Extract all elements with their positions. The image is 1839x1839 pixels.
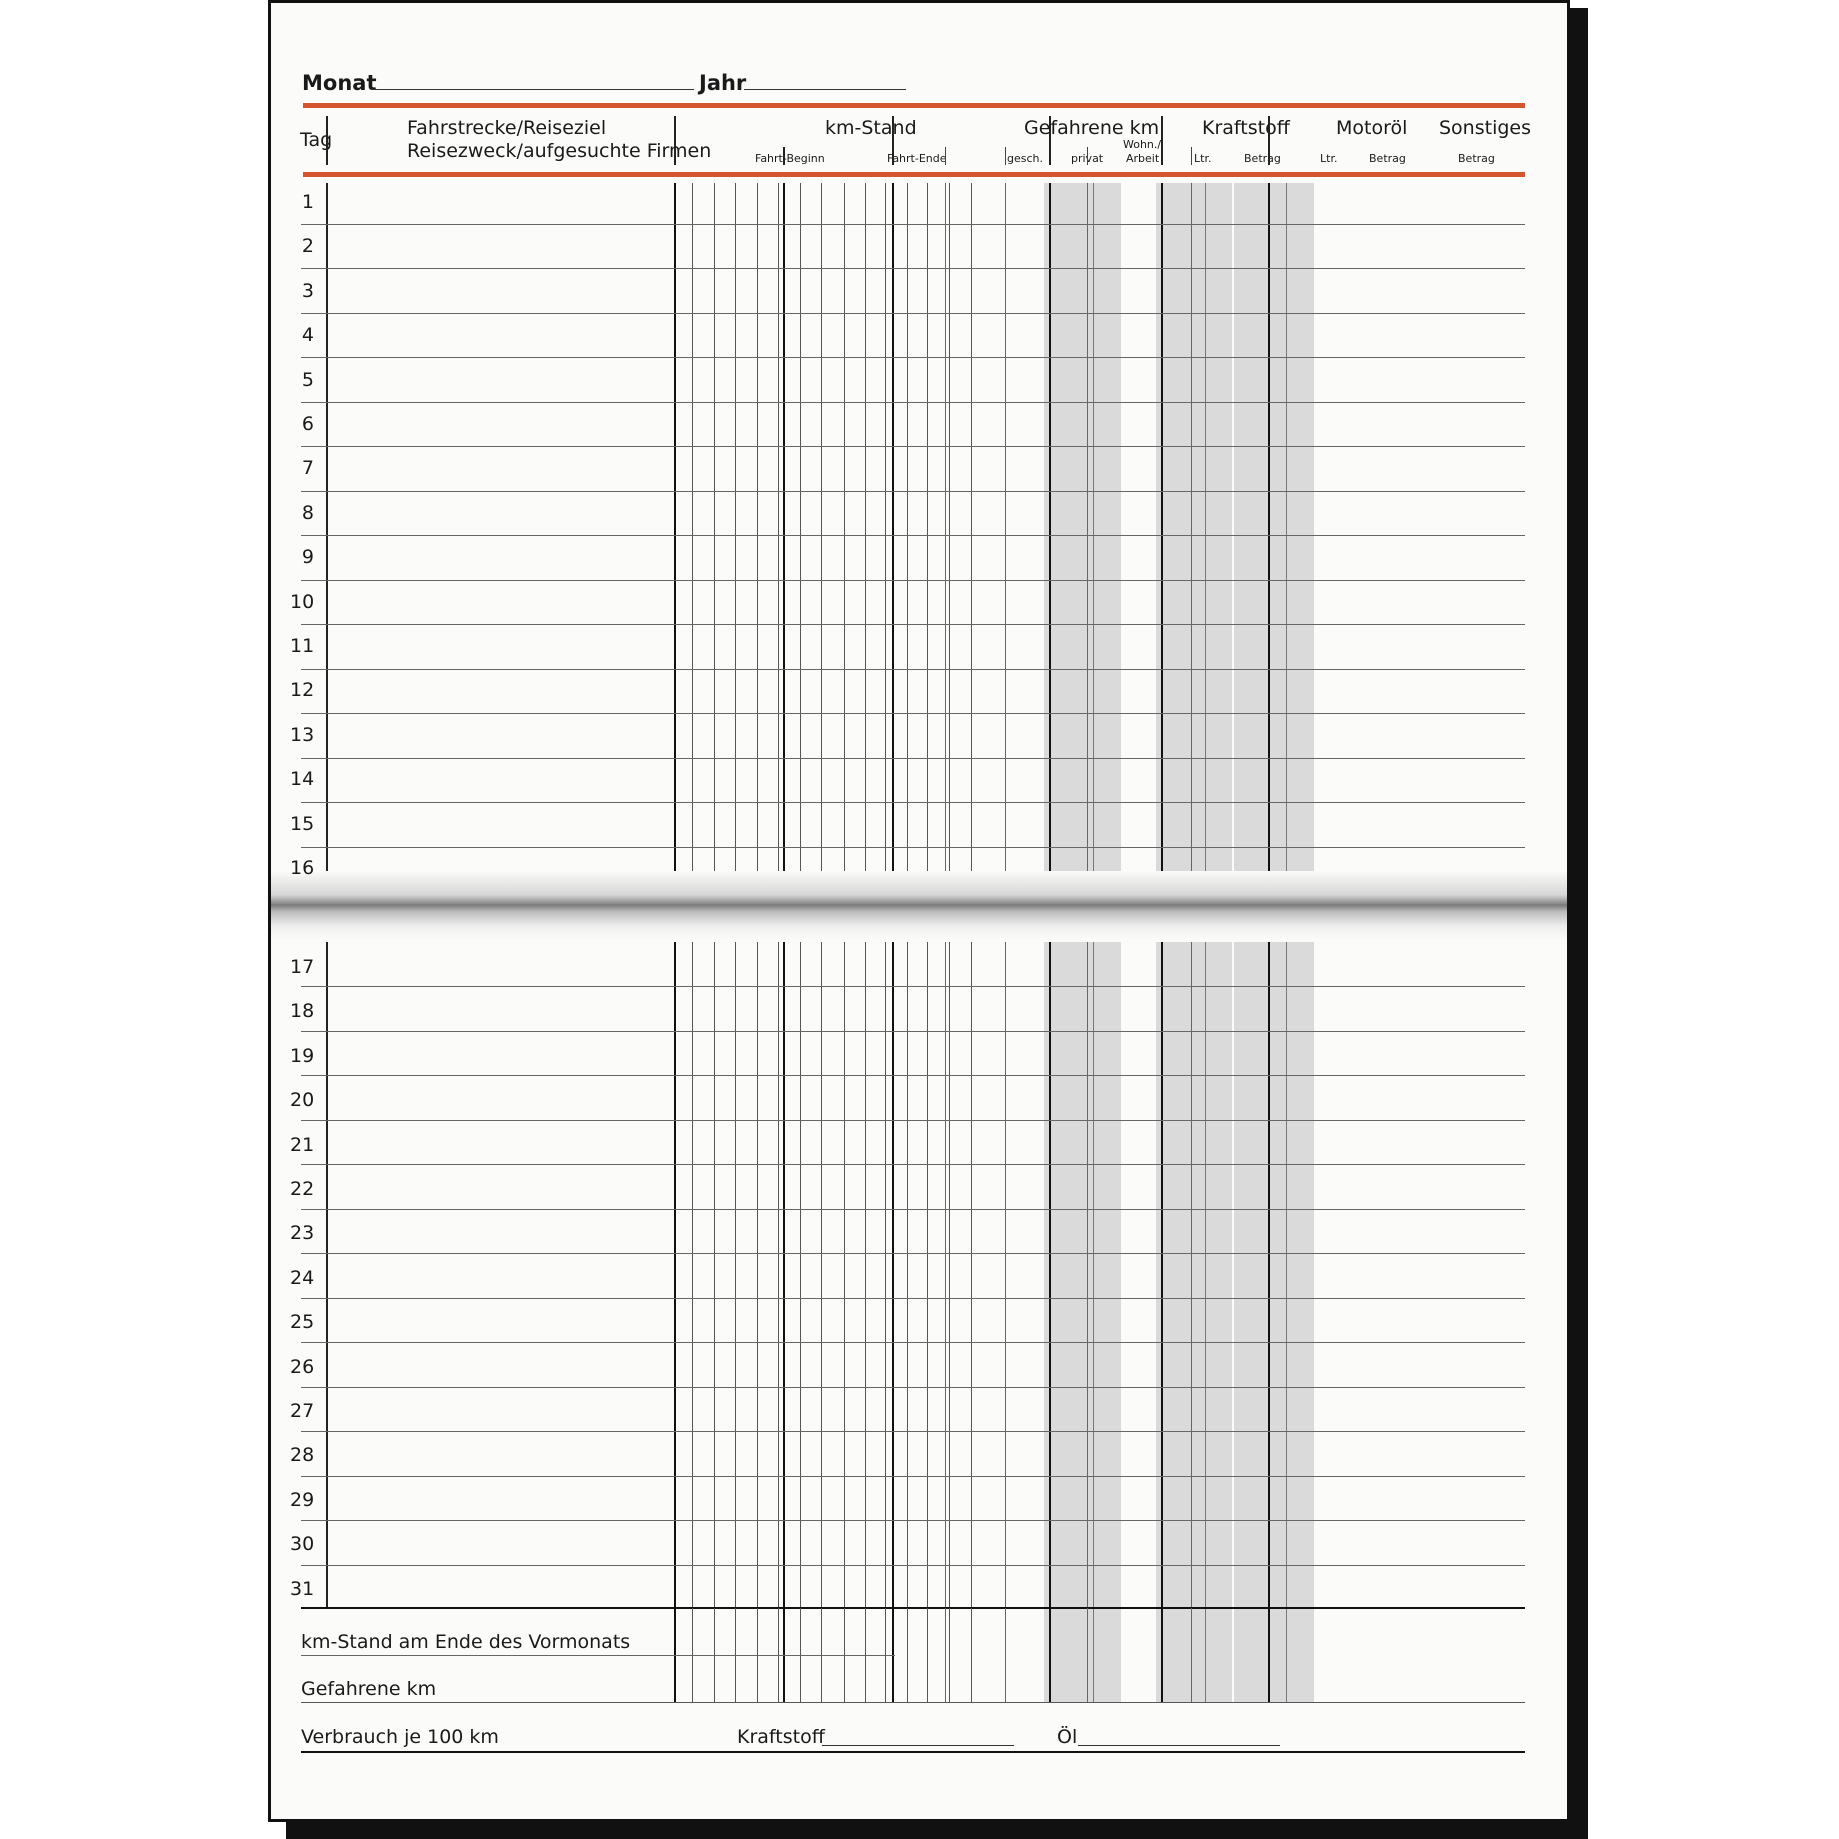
digit-grid-line: [778, 942, 779, 1608]
col-header-fahrt-beginn: Fahrt-Beginn: [755, 152, 825, 165]
column-subdivider: [1191, 942, 1192, 1608]
row-line: [301, 1120, 1525, 1121]
row-line: [301, 580, 1525, 581]
day-number: 14: [290, 768, 315, 790]
row-line: [301, 1075, 1525, 1076]
col-header-motoroel: Motoröl: [1336, 117, 1408, 139]
digit-grid-line: [714, 942, 715, 1608]
row-line: [301, 1298, 1525, 1299]
col-header-motoroel-betrag: Betrag: [1369, 152, 1406, 165]
monat-label: Monat: [302, 71, 377, 95]
day-number: 31: [290, 1578, 315, 1600]
day-number: 6: [301, 413, 314, 435]
col-header-fahrt-ende: Fahrt-Ende: [887, 152, 947, 165]
row-line: [301, 1476, 1525, 1477]
column-subdivider: [945, 942, 946, 1608]
row-line: [301, 357, 1525, 358]
row-line: [301, 758, 1525, 759]
footer-gefahrene-km: Gefahrene km: [301, 1678, 437, 1700]
column-subdivider: [945, 1608, 946, 1702]
col-header-tag: Tag: [300, 129, 333, 151]
day-number: 23: [290, 1222, 315, 1244]
col-header-motoroel-ltr: Ltr.: [1320, 152, 1338, 165]
column-divider: [1161, 1608, 1163, 1702]
day-number: 19: [290, 1045, 315, 1067]
row-line: [301, 1655, 895, 1656]
oel-verbrauch-field[interactable]: [1078, 1745, 1280, 1746]
digit-grid-line: [927, 942, 928, 1608]
day-number: 11: [290, 635, 315, 657]
row-line: [301, 802, 1525, 803]
column-divider: [783, 942, 785, 1608]
column-divider: [1268, 942, 1270, 1608]
row-line: [301, 402, 1525, 403]
row-line: [301, 1209, 1525, 1210]
day-number: 21: [290, 1134, 315, 1156]
col-header-privat: privat: [1071, 152, 1104, 165]
digit-grid-line: [735, 942, 736, 1608]
col-header-gefahrene-km: Gefahrene km: [1024, 117, 1160, 139]
row-line: [301, 1164, 1525, 1165]
col-header-kraftstoff-ltr: Ltr.: [1194, 152, 1212, 165]
day-number: 8: [301, 502, 314, 524]
row-line: [301, 1565, 1525, 1566]
row-line: [301, 535, 1525, 536]
kraftstoff-verbrauch-field[interactable]: [822, 1745, 1014, 1746]
row-line: [301, 268, 1525, 269]
grid-line-tag: [326, 942, 328, 1608]
day-number: 3: [301, 280, 314, 302]
row-line: [301, 224, 1525, 225]
digit-grid-line: [927, 1608, 928, 1702]
digit-grid-line: [907, 942, 908, 1608]
col-header-wohn: Wohn./: [1123, 138, 1162, 151]
page-fold-shadow: [271, 871, 1567, 939]
footer-km-stand-vormonat: km-Stand am Ende des Vormonats: [301, 1631, 631, 1653]
day-number: 1: [301, 191, 314, 213]
day-number: 27: [290, 1400, 315, 1422]
day-number: 7: [301, 457, 314, 479]
row-line: [301, 669, 1525, 670]
row-line: [301, 1031, 1525, 1032]
column-divider: [1049, 1608, 1051, 1702]
day-number: 20: [290, 1089, 315, 1111]
row-line: [301, 1342, 1525, 1343]
totals-top-rule: [301, 1607, 1525, 1609]
digit-grid-line: [971, 942, 972, 1608]
day-number: 4: [301, 324, 314, 346]
day-number: 16: [290, 857, 315, 879]
day-number: 24: [290, 1267, 315, 1289]
column-divider: [1049, 942, 1051, 1608]
digit-grid-line: [800, 942, 801, 1608]
column-subdivider: [1005, 1608, 1006, 1702]
day-number: 9: [301, 546, 314, 568]
footer-oel-label: Öl: [1057, 1726, 1078, 1748]
day-number: 13: [290, 724, 315, 746]
digit-grid-line: [844, 942, 845, 1608]
day-number: 17: [290, 956, 315, 978]
col-header-sonstiges: Sonstiges: [1439, 117, 1532, 139]
column-divider: [892, 942, 894, 1608]
col-header-sonstiges-betrag: Betrag: [1458, 152, 1495, 165]
digit-grid-line: [865, 942, 866, 1608]
col-header-arbeit: Arbeit: [1126, 152, 1160, 165]
row-line: [301, 1253, 1525, 1254]
column-divider: [1268, 1608, 1270, 1702]
column-subdivider: [1191, 1608, 1192, 1702]
digit-grid-line: [821, 942, 822, 1608]
digit-grid-line: [949, 942, 950, 1608]
day-number: 28: [290, 1444, 315, 1466]
col-header-gesch: gesch.: [1007, 152, 1043, 165]
row-line: [301, 313, 1525, 314]
footer-verbrauch: Verbrauch je 100 km: [301, 1726, 499, 1748]
column-divider: [674, 942, 676, 1608]
digit-grid-line: [907, 1608, 908, 1702]
column-subdivider: [1087, 1608, 1088, 1702]
column-divider: [1161, 942, 1163, 1608]
row-line: [301, 624, 1525, 625]
logbook-sheet: [268, 0, 1570, 1822]
column-subdivider: [1087, 942, 1088, 1608]
footer-bottom-rule: [301, 1751, 1525, 1753]
digit-grid-line: [885, 942, 886, 1608]
day-number: 5: [301, 369, 314, 391]
digit-grid-line: [757, 942, 758, 1608]
digit-grid-line: [692, 942, 693, 1608]
day-number: 26: [290, 1356, 315, 1378]
day-number: 30: [290, 1533, 315, 1555]
day-number: 29: [290, 1489, 315, 1511]
row-line: [301, 1702, 1525, 1703]
col-header-kraftstoff: Kraftstoff: [1202, 117, 1290, 139]
day-number: 25: [290, 1311, 315, 1333]
col-header-purpose: Reisezweck/aufgesuchte Firmen: [407, 140, 712, 162]
day-number: 22: [290, 1178, 315, 1200]
row-line: [301, 1520, 1525, 1521]
jahr-label: Jahr: [699, 71, 747, 95]
row-line: [301, 491, 1525, 492]
day-number: 2: [301, 235, 314, 257]
row-line: [301, 847, 1525, 848]
row-line: [301, 1387, 1525, 1388]
row-line: [301, 1431, 1525, 1432]
row-line: [301, 986, 1525, 987]
day-number: 15: [290, 813, 315, 835]
day-number: 10: [290, 591, 315, 613]
column-subdivider: [1005, 942, 1006, 1608]
col-header-route: Fahrstrecke/Reiseziel: [407, 117, 607, 139]
digit-grid-line: [949, 1608, 950, 1702]
row-line: [301, 713, 1525, 714]
day-number: 12: [290, 679, 315, 701]
col-header-kraftstoff-betrag: Betrag: [1244, 152, 1281, 165]
day-number: 18: [290, 1000, 315, 1022]
row-line: [301, 446, 1525, 447]
col-header-km-stand: km-Stand: [825, 117, 917, 139]
digit-grid-line: [971, 1608, 972, 1702]
footer-kraftstoff-label: Kraftstoff: [737, 1726, 825, 1748]
